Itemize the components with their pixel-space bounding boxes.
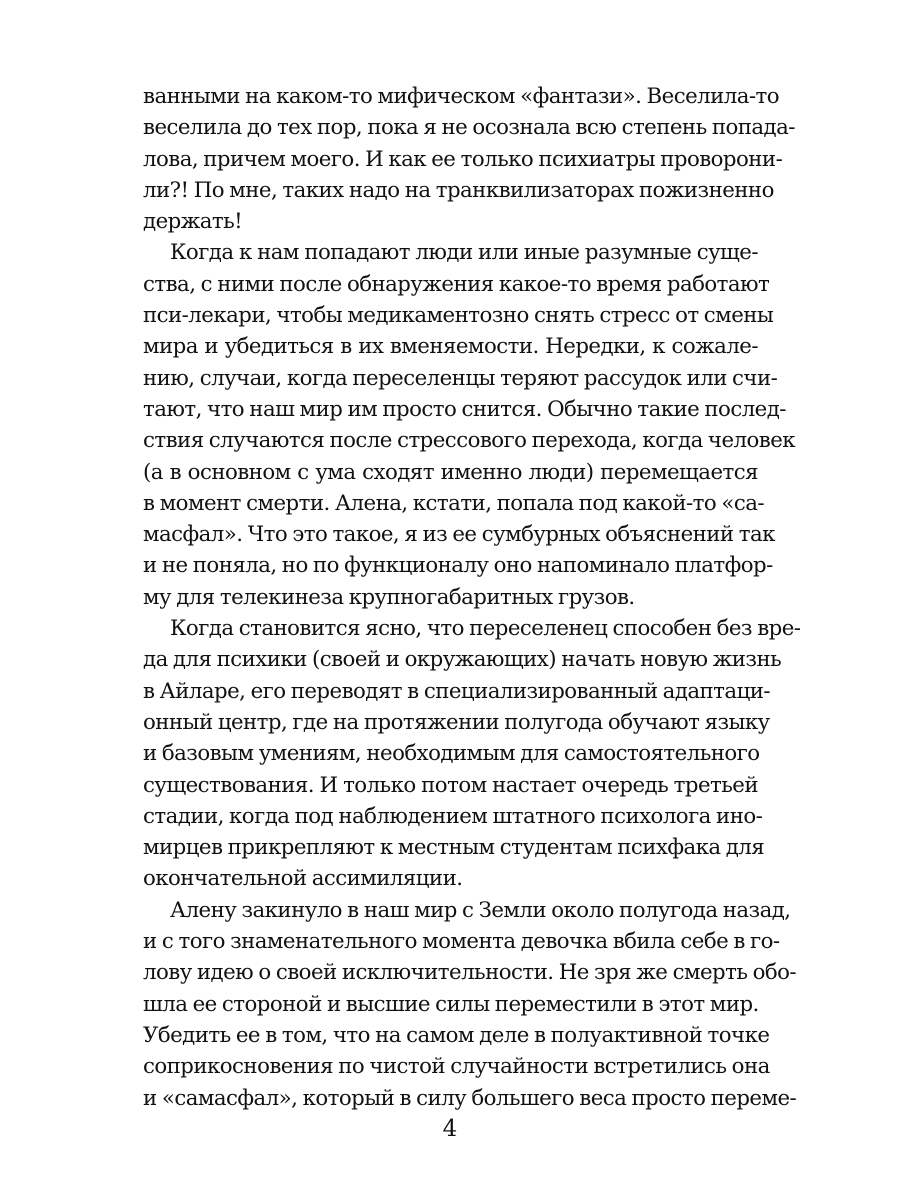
text-line: ствия случаются после стрессового перехода, когда человек bbox=[143, 428, 796, 454]
text-line: веселила до тех пор, пока я не осознала всю степень попада- bbox=[143, 115, 795, 141]
text-line: тают, что наш мир им просто снится. Обычно такие послед- bbox=[143, 396, 786, 422]
text-line: Когда к нам попадают люди или иные разумные суще- bbox=[170, 240, 758, 266]
text-line: окончательной ассимиляции. bbox=[143, 866, 463, 892]
text-line: да для психики (своей и окружающих) начать новую жизнь bbox=[143, 647, 782, 673]
text-line: масфал». Что это такое, я из ее сумбурных объяснений так bbox=[143, 522, 775, 548]
text-line: в момент смерти. Алена, кстати, попала под какой-то «са- bbox=[143, 490, 764, 516]
text-line: ванными на каком-то мифическом «фантази». Веселила-то bbox=[143, 84, 780, 109]
text-line: му для телекинеза крупногабаритных грузов. bbox=[143, 584, 635, 610]
text-line: лову идею о своей исключительности. Не зря же смерть обо- bbox=[143, 960, 797, 986]
text-line: существования. И только потом настает очередь третьей bbox=[143, 772, 758, 798]
text-line: держать! bbox=[143, 209, 243, 235]
text-line: стадии, когда под наблюдением штатного психолога ино- bbox=[143, 803, 763, 829]
text-line: ли?! По мне, таких надо на транквилизаторах пожизненно bbox=[143, 177, 774, 203]
text-line: и «самасфал», который в силу большего веса просто переме- bbox=[143, 1085, 797, 1111]
text-line: пси-лекари, чтобы медикаментозно снять стресс от смены bbox=[143, 303, 774, 329]
text-line: онный центр, где на протяжении полугода обучают языку bbox=[143, 709, 770, 735]
text-line: Когда становится ясно, что переселенец способен без вре- bbox=[170, 616, 801, 642]
text-line: Убедить ее в том, что на самом деле в полуактивной точке bbox=[143, 1022, 770, 1048]
text-line: лова, причем моего. И как ее только психиатры проворони- bbox=[143, 146, 783, 172]
page-number: 4 bbox=[442, 1116, 458, 1142]
text-line: мирцев прикрепляют к местным студентам психфака для bbox=[143, 835, 765, 861]
text-line: мира и убедиться в их вменяемости. Нередки, к сожале- bbox=[143, 334, 758, 360]
text-line: и не поняла, но по функционалу оно напоминало платфор- bbox=[143, 553, 773, 579]
body-text bbox=[143, 81, 801, 1114]
text-line: ства, с ними после обнаружения какое-то время работают bbox=[143, 271, 770, 297]
text-line: и базовым умениям, необходимым для самостоятельного bbox=[143, 741, 760, 767]
text-line: шла ее стороной и высшие силы переместили в этот мир. bbox=[143, 991, 759, 1017]
text-line: в Айларе, его переводят в специализированный адаптаци- bbox=[143, 678, 770, 704]
text-line: нию, случаи, когда переселенцы теряют рассудок или счи- bbox=[143, 365, 778, 391]
text-line: и с того знаменательного момента девочка вбила себе в го- bbox=[143, 929, 780, 955]
text-line: соприкосновения по чистой случайности встретились она bbox=[143, 1054, 770, 1080]
text-line: (а в основном с ума сходят именно люди) перемещается bbox=[143, 459, 758, 485]
text-line: Алену закинуло в наш мир с Земли около полугода назад, bbox=[170, 897, 791, 923]
